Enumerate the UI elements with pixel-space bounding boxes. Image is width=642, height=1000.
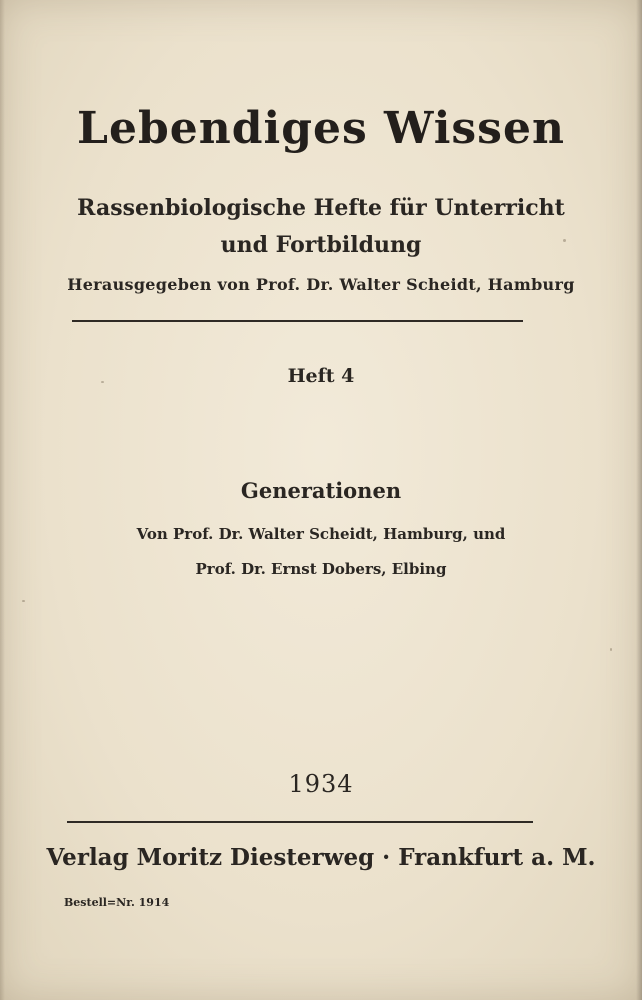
authors-line-1: Von Prof. Dr. Walter Scheidt, Hamburg, und — [136, 525, 506, 543]
series-subtitle-line-1: Rassenbiologische Hefte für Unterricht — [77, 195, 565, 221]
publication-year: 1934 — [288, 770, 354, 798]
order-number: Bestell=Nr. 1914 — [64, 896, 170, 909]
authors-line-2: Prof. Dr. Ernst Dobers, Elbing — [195, 560, 447, 578]
bottom-divider-rule — [67, 821, 533, 823]
series-title: Lebendiges Wissen — [77, 103, 565, 154]
paper-speck — [610, 648, 612, 651]
editor-line: Herausgegeben von Prof. Dr. Walter Scheidt, Hamburg — [67, 275, 575, 294]
issue-number: Heft 4 — [287, 365, 355, 387]
paper-speck — [563, 239, 566, 242]
paper-speck — [101, 381, 104, 383]
publisher-line: Verlag Moritz Diesterweg · Frankfurt a. M. — [46, 844, 596, 871]
work-title: Generationen — [240, 478, 402, 503]
paper-speck — [22, 600, 25, 602]
series-subtitle-line-2: und Fortbildung — [220, 232, 422, 258]
top-divider-rule — [72, 320, 523, 322]
